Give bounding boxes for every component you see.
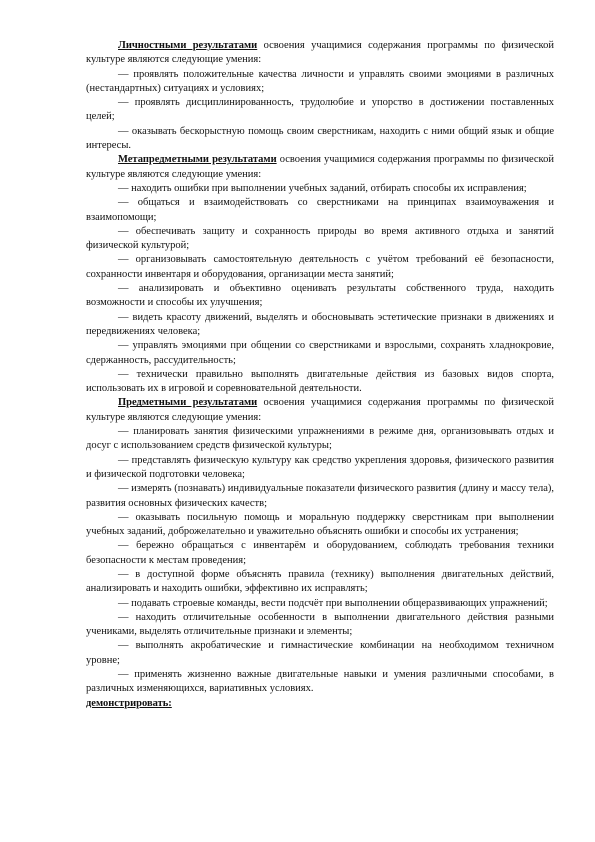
list-item: — управлять эмоциями при общении со сверстниками и взрослыми, сохранять хладнокровие, сдержанность, рассудительность; <box>86 340 554 366</box>
list-item: — бережно обращаться с инвентарём и оборудованием, соблюдать требования техники безопасности к местам проведения; <box>86 540 554 566</box>
list-item: — проявлять положительные качества личности и управлять своими эмоциями в различных (нестандартных) ситуациях и условиях; <box>86 68 554 94</box>
list-item: — представлять физическую культуру как средство укрепления здоровья, физического развития и физической подготовки человека; <box>86 454 554 480</box>
list-item: — анализировать и объективно оценивать результаты собственного труда, находить возможности и способы их улучшения; <box>86 283 554 309</box>
list-item: — организовывать самостоятельную деятельность с учётом требований её безопасности, сохранности инвентаря и оборудования, организации места занятий; <box>86 254 554 280</box>
section-intro-text: освоения учащимися содержания программы по физической культуре являются следующие умения: <box>86 397 554 423</box>
section-subject-intro <box>86 396 554 425</box>
list-item: — применять жизненно важные двигательные навыки и умения различными способами, в различных изменяющихся, вариативных условиях. <box>86 669 554 695</box>
list-item: — планировать занятия физическими упражнениями в режиме дня, организовывать отдых и досуг с использованием средств физической культуры; <box>86 426 554 452</box>
list-item: — общаться и взаимодействовать со сверстниками на принципах взаимоуважения и взаимопомощи; <box>86 197 554 223</box>
section-meta-intro <box>86 153 554 182</box>
list-item: — выполнять акробатические и гимнастические комбинации на необходимом техничном уровне; <box>86 640 554 666</box>
footer-heading: демонстрировать: <box>86 697 172 709</box>
list-item: — технически правильно выполнять двигательные действия из базовых видов спорта, использовать их в игровой и соревновательной деятельности. <box>86 368 554 395</box>
list-item: — подавать строевые команды, вести подсчёт при выполнении общеразвивающих упражнений; <box>118 597 548 609</box>
list-item: — в доступной форме объяснять правила (технику) выполнения двигательных действий, анализировать и находить ошибки, эффективно их исправлять; <box>86 568 554 595</box>
section-intro-text: освоения учащимися содержания программы по физической культуре являются следующие умения: <box>86 40 554 66</box>
section-lead-subject: Предметными результатами <box>118 397 258 409</box>
list-item: — обеспечивать защиту и сохранность природы во время активного отдыха и занятий физической культурой; <box>86 225 554 252</box>
list-item: — оказывать бескорыстную помощь своим сверстникам, находить с ними общий язык и общие интересы. <box>86 125 554 152</box>
section-lead-personal: Личностными результатами <box>118 40 258 51</box>
list-item: — измерять (познавать) индивидуальные показатели физического развития (длину и массу тела), развития основных физических качеств; <box>86 483 554 509</box>
section-intro-text: освоения учащимися содержания программы по физической культуре являются следующие умения: <box>86 154 554 180</box>
document-page <box>86 39 554 711</box>
list-item: — видеть красоту движений, выделять и обосновывать эстетические признаки в движениях и передвижениях человека; <box>86 311 554 337</box>
list-item: — находить отличительные особенности в выполнении двигательного действия разными учениками, выделять отличительные признаки и элементы; <box>86 611 554 638</box>
section-personal-intro <box>86 39 554 68</box>
list-item: — оказывать посильную помощь и моральную поддержку сверстникам при выполнении учебных заданий, доброжелательно и уважительно объяснять ошибки и способы их устранения; <box>86 511 554 538</box>
list-item: — проявлять дисциплинированность, трудолюбие и упорство в достижении поставленных целей; <box>86 97 554 123</box>
list-item: — находить ошибки при выполнении учебных заданий, отбирать способы их исправления; <box>118 182 527 194</box>
section-lead-meta: Метапредметными результатами <box>118 154 277 166</box>
